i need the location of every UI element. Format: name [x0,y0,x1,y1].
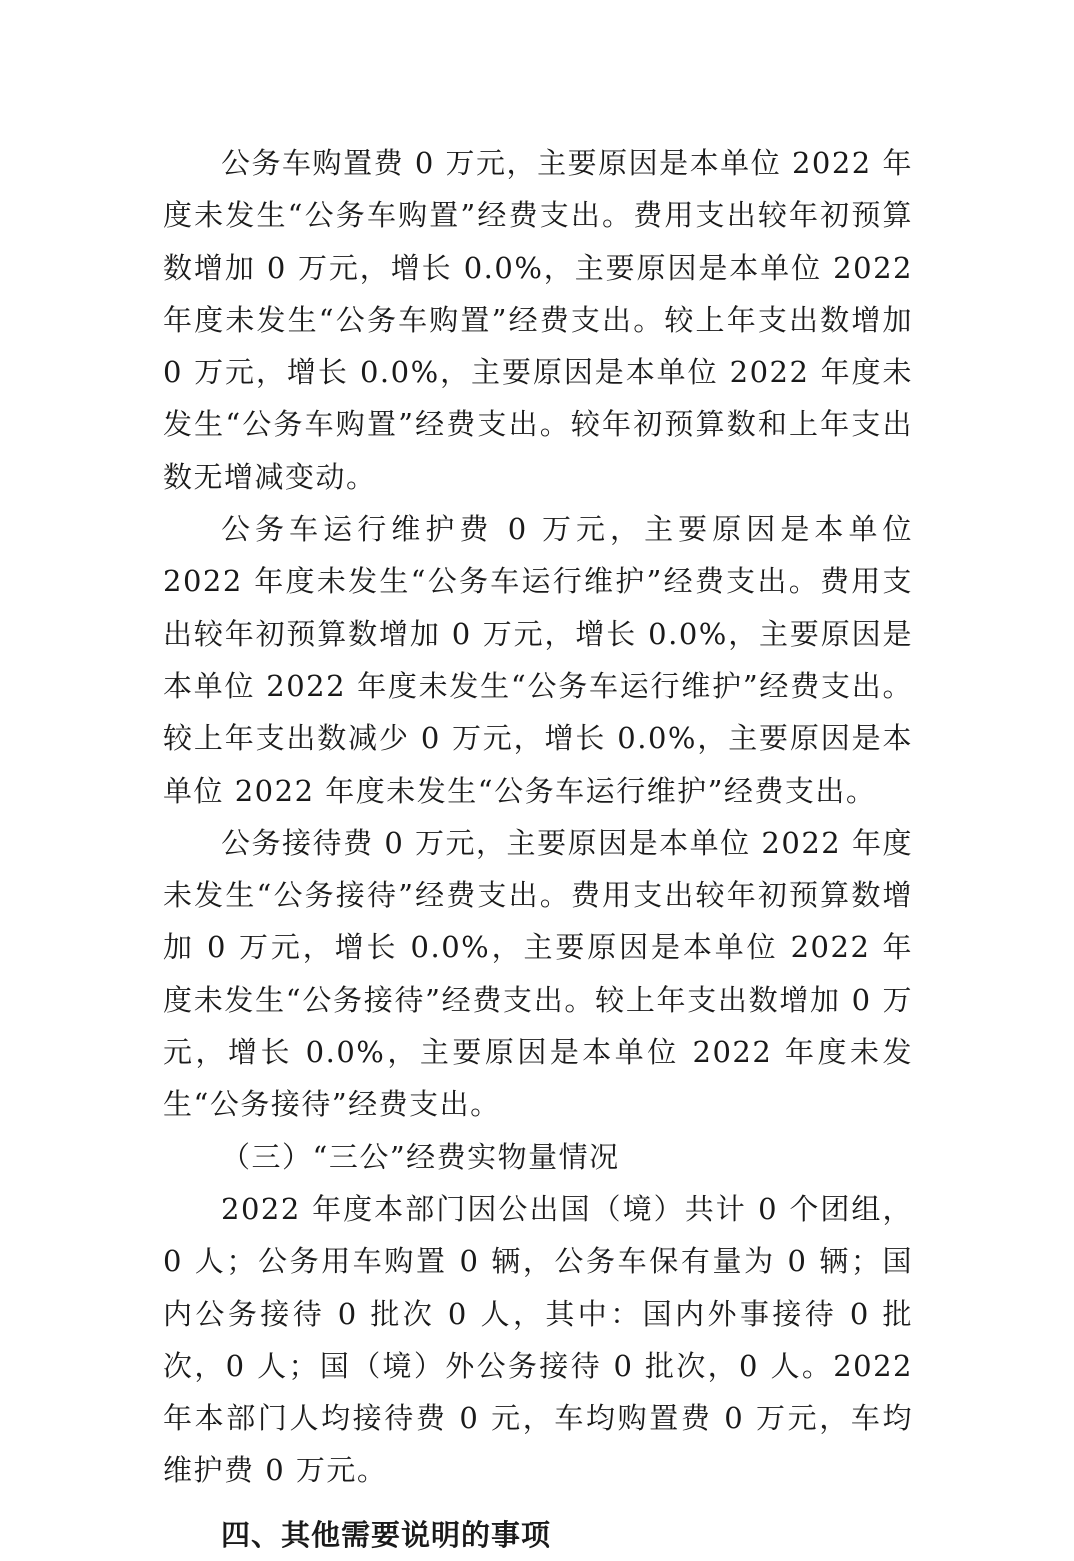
document-body [163,137,913,1561]
paragraph-official-reception: 公务接待费 0 万元，主要原因是本单位 2022 年度未发生“公务接待”经费支出。费用支出较年初预算数增加 0 万元，增长 0.0%，主要原因是本单位 2022 年度未发生“公务接待”经费支出。较上年支出数增加 0 万元，增长 0.0%，主要原因是本单位 2022 年度未发生“公务接待”经费支出。 [163,825,913,1122]
section-heading-other-matters: 四、其他需要说明的事项 [221,1517,552,1552]
paragraph-vehicle-purchase: 公务车购置费 0 万元，主要原因是本单位 2022 年度未发生“公务车购置”经费支出。费用支出较年初预算数增加 0 万元，增长 0.0%，主要原因是本单位 2022 年度未发生“公务车购置”经费支出。较上年支出数增加 0 万元，增长 0.0%，主要原因是本单位 2022 年度未发生“公务车购置”经费支出。较年初预算数和上年支出数无增减变动。 [163,146,913,494]
subheading-three-public-quantities: （三）“三公”经费实物量情况 [221,1139,620,1174]
paragraph-physical-quantity: 2022 年度本部门因公出国（境）共计 0 个团组，0 人；公务用车购置 0 辆，公务车保有量为 0 辆；国内公务接待 0 批次 0 人，其中：国内外事接待 0 批次，0 人；国（境）外公务接待 0 批次，0 人。2022 年本部门人均接待费 0 元，车均购置费 0 万元，车均维护费 0 万元。 [163,1191,913,1488]
paragraph-vehicle-maintenance: 公务车运行维护费 0 万元，主要原因是本单位 2022 年度未发生“公务车运行维护”经费支出。费用支出较年初预算数增加 0 万元，增长 0.0%，主要原因是本单位 2022 年度未发生“公务车运行维护”经费支出。较上年支出数减少 0 万元，增长 0.0%，主要原因是本单位 2022 年度未发生“公务车运行维护”经费支出。 [163,512,913,808]
